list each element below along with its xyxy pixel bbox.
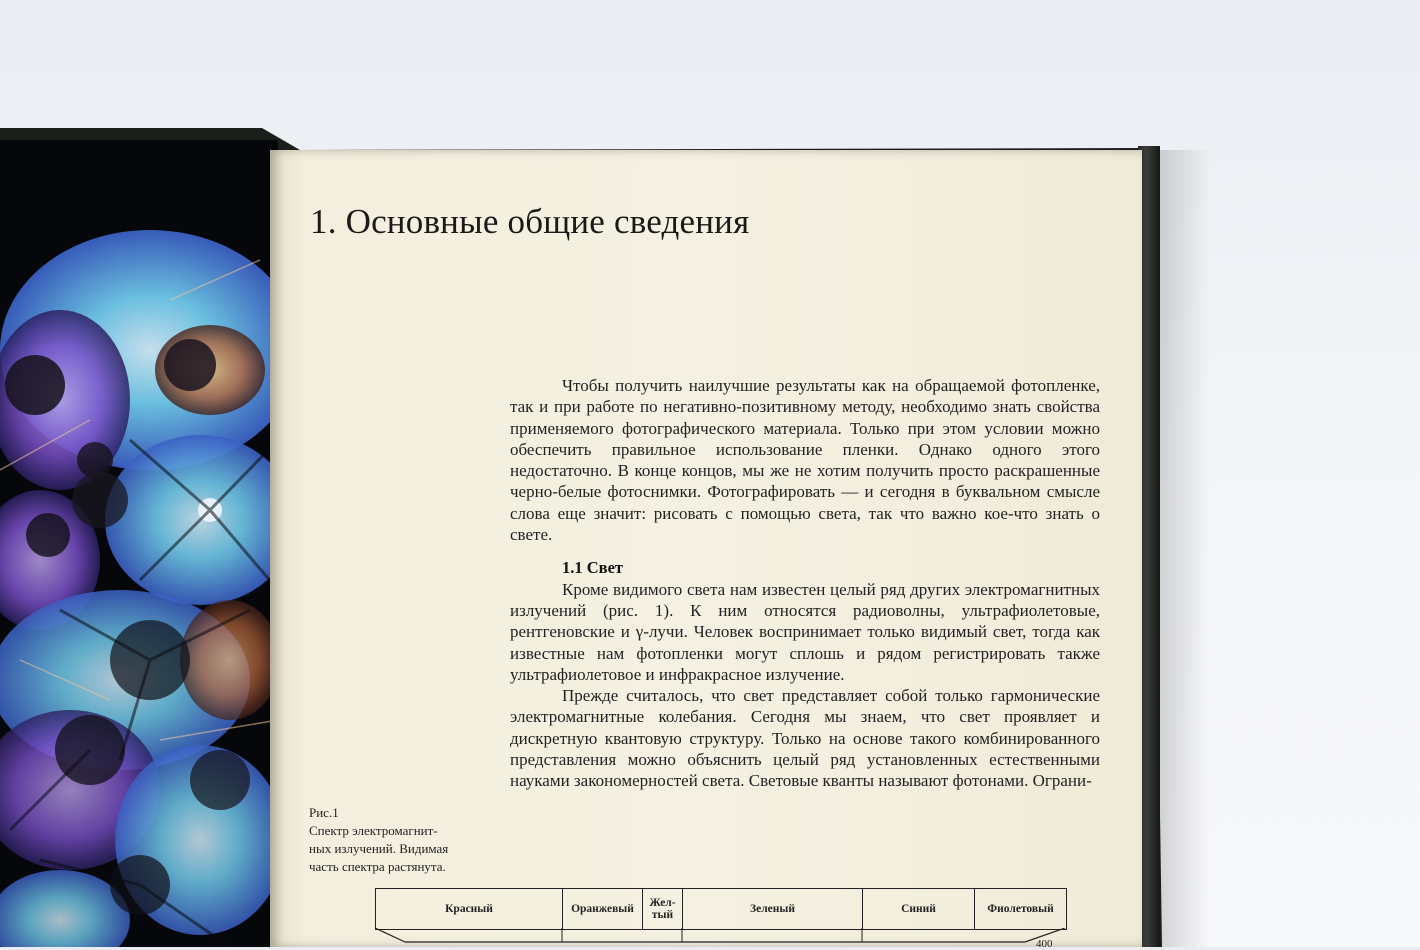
spectrum-scale-lines bbox=[375, 928, 1065, 947]
band-yellow-line1: Жел- bbox=[649, 897, 676, 909]
caption-line: ных излучений. Видимая bbox=[309, 841, 449, 856]
band-yellow-line2: тый bbox=[651, 909, 674, 921]
left-page-crystal-photo bbox=[0, 140, 278, 947]
caption-line: часть спектра растянута. bbox=[309, 859, 446, 874]
figure-label: Рис.1 bbox=[309, 805, 339, 820]
paragraph: Кроме видимого света нам известен целый ряд других электромагнитных излучений (рис. 1). К ним относятся радиоволны, ультрафиолетовые, рентгеновские и γ-лучи. Человек воспринимает только видимый свет, тогда как известные нам фотопленки могут сплошь и рядом регистрировать также ультрафиолетовое и инфракрасное излучение. bbox=[510, 579, 1100, 684]
scale-label: 400 bbox=[1036, 938, 1053, 950]
band-violet: Фиолетовый bbox=[987, 903, 1054, 915]
spectrum-table bbox=[375, 888, 1067, 930]
band-red: Красный bbox=[376, 889, 563, 929]
chapter-title: 1. Основные общие сведения bbox=[310, 202, 750, 241]
section-heading: 1.1 Свет bbox=[562, 558, 624, 578]
band-blue: Синий bbox=[863, 889, 975, 929]
paragraph: Прежде считалось, что свет представляет собой только гармонические электромагнитные колебания. Сегодня мы знаем, что свет проявляет и дискретную квантовую структуру. Только на основе такого комбинированного представления можно объяснить целый ряд установленных естественными науками закономерностей света. Световые кванты называют фотонами. Ограни- bbox=[510, 686, 1100, 791]
crystal-image bbox=[0, 140, 278, 947]
band-yellow bbox=[643, 889, 683, 929]
paragraph: Чтобы получить наилучшие результаты как на обращаемой фотопленке, так и при работе по негативно-позитивному методу, необходимо знать свойства применяемого фотографического материала. Только при этом условии можно обеспечить правильное использование пленки. Однако одного этого недостаточно. В конце концов, мы же не хотим получить просто раскрашенные черно-белые фотоснимки. Фотографировать — и сегодня в буквальном смысле слова еще значит: рисовать с помощью света, так что важно кое-что знать о свете. bbox=[510, 376, 1100, 545]
figure-caption bbox=[309, 804, 489, 876]
text-page bbox=[270, 150, 1142, 950]
band-green: Зеленый bbox=[683, 889, 863, 929]
caption-line: Спектр электромагнит- bbox=[309, 823, 438, 838]
body-text bbox=[510, 375, 1100, 792]
band-orange: Оранжевый bbox=[563, 889, 643, 929]
